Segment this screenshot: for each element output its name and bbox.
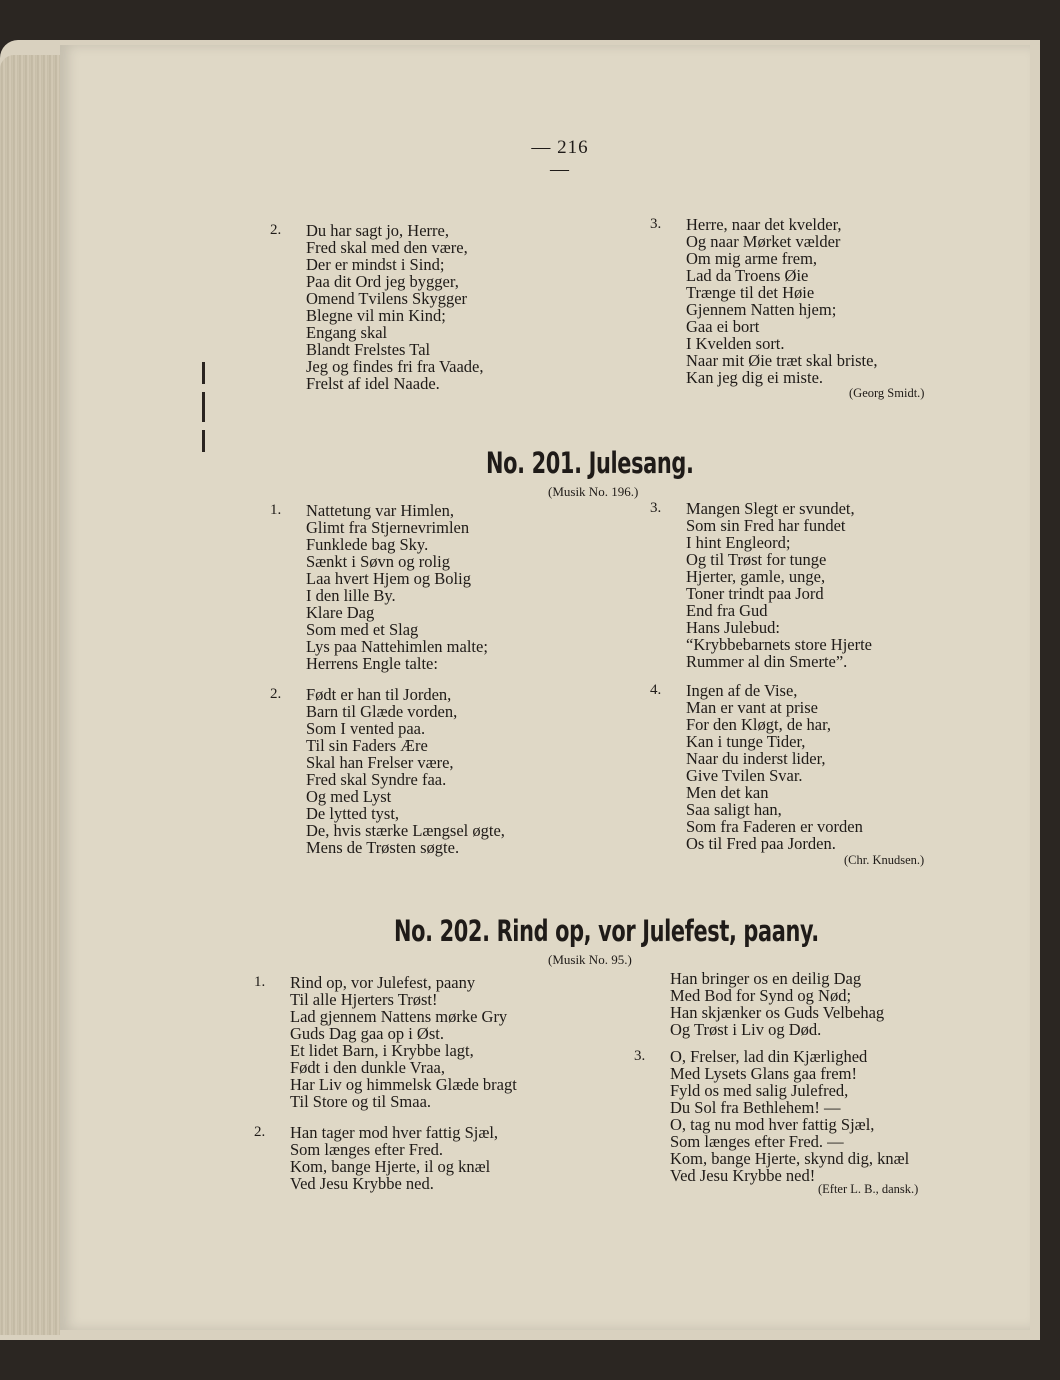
hymn-title: No. 202. Rind op, vor Julefest, paany. bbox=[394, 914, 819, 948]
verse-line: Som længes efter Fred. — bbox=[670, 1132, 844, 1151]
hymn-201-stanza-3 bbox=[650, 499, 873, 671]
verse-line: Rummer al din Smerte”. bbox=[686, 652, 848, 671]
verse-line: Med Bod for Synd og Nød; bbox=[670, 986, 852, 1005]
verse-line: Trænge til det Høie bbox=[686, 283, 815, 302]
verse-line: Som fra Faderen er vorden bbox=[686, 817, 863, 836]
verse-line: Og naar Mørket vælder bbox=[686, 232, 841, 251]
verse-line: Klare Dag bbox=[306, 603, 375, 622]
stanza-number: 1. bbox=[270, 502, 282, 518]
verse-line: Naar mit Øie træt skal briste, bbox=[686, 351, 878, 370]
verse-line: I hint Engleord; bbox=[686, 533, 791, 552]
verse-line: Han skjænker os Guds Velbehag bbox=[670, 1003, 885, 1022]
verse-line: Men det kan bbox=[686, 783, 769, 802]
page-edges bbox=[0, 55, 60, 1335]
verse-line: Herrens Engle talte: bbox=[306, 654, 438, 673]
verse-line: Til Store og til Smaa. bbox=[290, 1092, 432, 1111]
verse-line: Omend Tvilens Skygger bbox=[306, 289, 468, 308]
verse-line: Kom, bange Hjerte, il og knæl bbox=[290, 1157, 491, 1176]
verse-line: Skal han Frelser være, bbox=[306, 753, 454, 772]
hymn-202-stanza-2 bbox=[254, 1123, 499, 1193]
verse-line: Rind op, vor Julefest, paany bbox=[290, 973, 476, 992]
verse-line: Kan i tunge Tider, bbox=[686, 732, 806, 751]
verse-line: Gjennem Natten hjem; bbox=[686, 300, 837, 319]
verse-line: Som I vented paa. bbox=[306, 719, 426, 738]
verse-line: Barn til Glæde vorden, bbox=[306, 702, 458, 721]
verse-line: Man er vant at prise bbox=[686, 698, 818, 717]
verse-line: Om mig arme frem, bbox=[686, 249, 818, 268]
verse-line: Som længes efter Fred. bbox=[290, 1140, 444, 1159]
hymn-201-stanza-4 bbox=[650, 681, 863, 853]
margin-mark bbox=[202, 430, 205, 452]
verse-line: Som med et Slag bbox=[306, 620, 419, 639]
author-credit: (Chr. Knudsen.) bbox=[844, 853, 925, 867]
verse-line: Lad gjennem Nattens mørke Gry bbox=[290, 1007, 508, 1026]
verse-line: Lys paa Nattehimlen malte; bbox=[306, 637, 488, 656]
stanza-number: 1. bbox=[254, 974, 266, 990]
verse-line: Glimt fra Stjernevrimlen bbox=[306, 518, 470, 537]
margin-mark bbox=[202, 362, 205, 384]
verse-line: Engang skal bbox=[306, 323, 388, 342]
verse-line: Mangen Slegt er svundet, bbox=[686, 499, 855, 518]
verse-line: “Krybbebarnets store Hjerte bbox=[686, 635, 873, 654]
music-reference: (Musik No. 196.) bbox=[548, 484, 639, 499]
verse-line: Paa dit Ord jeg bygger, bbox=[306, 272, 459, 291]
verse-line: Toner trindt paa Jord bbox=[686, 584, 824, 603]
verse-line: End fra Gud bbox=[686, 601, 768, 620]
author-credit: (Efter L. B., dansk.) bbox=[818, 1182, 919, 1196]
verse-line: Laa hvert Hjem og Bolig bbox=[306, 569, 471, 588]
verse-line: Os til Fred paa Jorden. bbox=[686, 834, 836, 853]
verse-line: Give Tvilen Svar. bbox=[686, 766, 803, 785]
music-reference: (Musik No. 95.) bbox=[548, 952, 632, 967]
verse-line: Til alle Hjerters Trøst! bbox=[290, 990, 438, 1009]
verse-line: Fyld os med salig Julefred, bbox=[670, 1081, 849, 1100]
verse-line: Født er han til Jorden, bbox=[306, 685, 452, 704]
hymn-201-stanza-1 bbox=[270, 501, 488, 673]
verse-line: I Kvelden sort. bbox=[686, 334, 785, 353]
verse-line: O, tag nu mod hver fattig Sjæl, bbox=[670, 1115, 875, 1134]
verse-line: Nattetung var Himlen, bbox=[306, 501, 455, 520]
hymn-title: No. 201. Julesang. bbox=[486, 446, 694, 480]
verse-line: Fred skal Syndre faa. bbox=[306, 770, 447, 789]
verse-line: Og Trøst i Liv og Død. bbox=[670, 1020, 822, 1039]
verse-line: Hans Julebud: bbox=[686, 618, 780, 637]
verse-line: Født i den dunkle Vraa, bbox=[290, 1058, 445, 1077]
verse-line: Saa saligt han, bbox=[686, 800, 782, 819]
verse-line: Ingen af de Vise, bbox=[686, 681, 798, 700]
verse-line: De lytted tyst, bbox=[306, 804, 400, 823]
verse-line: Du har sagt jo, Herre, bbox=[306, 221, 449, 240]
author-credit: (Georg Smidt.) bbox=[849, 386, 925, 400]
verse-line: Som sin Fred har fundet bbox=[686, 516, 846, 535]
verse-line: Gaa ei bort bbox=[686, 317, 760, 336]
verse-line: Med Lysets Glans gaa frem! bbox=[670, 1064, 857, 1083]
verse-line: Han tager mod hver fattig Sjæl, bbox=[290, 1123, 499, 1142]
prev-stanza-2 bbox=[270, 221, 484, 393]
verse-line: Guds Dag gaa op i Øst. bbox=[290, 1024, 444, 1043]
verse-line: Fred skal med den være, bbox=[306, 238, 468, 257]
verse-line: Kom, bange Hjerte, skynd dig, knæl bbox=[670, 1149, 910, 1168]
stanza-number: 4. bbox=[650, 682, 662, 698]
verse-line: For den Kløgt, de har, bbox=[686, 715, 832, 734]
verse-line: De, hvis stærke Længsel øgte, bbox=[306, 821, 505, 840]
verse-line: Lad da Troens Øie bbox=[686, 266, 809, 285]
verse-line: Har Liv og himmelsk Glæde bragt bbox=[290, 1075, 517, 1094]
verse-line: Naar du inderst lider, bbox=[686, 749, 826, 768]
verse-line: Til sin Faders Ære bbox=[306, 736, 428, 755]
verse-line: Jeg og findes fri fra Vaade, bbox=[306, 357, 484, 376]
hymn-202-stanza-3 bbox=[634, 1047, 910, 1185]
hymn-201-stanza-2 bbox=[270, 685, 505, 857]
verse-line: Der er mindst i Sind; bbox=[306, 255, 445, 274]
verse-line: Hjerter, gamle, unge, bbox=[686, 567, 826, 586]
verse-line: Du Sol fra Bethlehem! — bbox=[670, 1098, 841, 1117]
verse-line: Mens de Trøsten søgte. bbox=[306, 838, 460, 857]
hymn-202-stanza-1 bbox=[254, 973, 517, 1111]
stanza-number: 3. bbox=[650, 500, 662, 516]
verse-line: I den lille By. bbox=[306, 586, 396, 605]
stanza-number: 3. bbox=[650, 216, 662, 232]
stanza-number: 2. bbox=[254, 1124, 266, 1140]
verse-line: Blegne vil min Kind; bbox=[306, 306, 446, 325]
stanza-number: 3. bbox=[634, 1048, 646, 1064]
verse-line: Blandt Frelstes Tal bbox=[306, 340, 431, 359]
verse-line: O, Frelser, lad din Kjærlighed bbox=[670, 1047, 868, 1066]
page-number: — 216 — bbox=[531, 137, 589, 180]
verse-line: Funklede bag Sky. bbox=[306, 535, 429, 554]
stanza-number: 2. bbox=[270, 222, 282, 238]
verse-line: Han bringer os en deilig Dag bbox=[670, 969, 862, 988]
hymn-202-stanza-2-cont bbox=[670, 970, 884, 1038]
stanza-number: 2. bbox=[270, 686, 282, 702]
verse-line: Ved Jesu Krybbe ned. bbox=[290, 1174, 434, 1193]
verse-line: Et lidet Barn, i Krybbe lagt, bbox=[290, 1041, 474, 1060]
verse-line: Sænkt i Søvn og rolig bbox=[306, 552, 450, 571]
verse-line: Herre, naar det kvelder, bbox=[686, 215, 842, 234]
verse-line: Og til Trøst for tunge bbox=[686, 550, 827, 569]
verse-line: Og med Lyst bbox=[306, 787, 392, 806]
prev-stanza-3 bbox=[650, 215, 878, 387]
margin-mark bbox=[202, 392, 205, 422]
verse-line: Frelst af idel Naade. bbox=[306, 374, 440, 393]
verse-line: Ved Jesu Krybbe ned! bbox=[670, 1166, 816, 1185]
verse-line: Kan jeg dig ei miste. bbox=[686, 368, 824, 387]
